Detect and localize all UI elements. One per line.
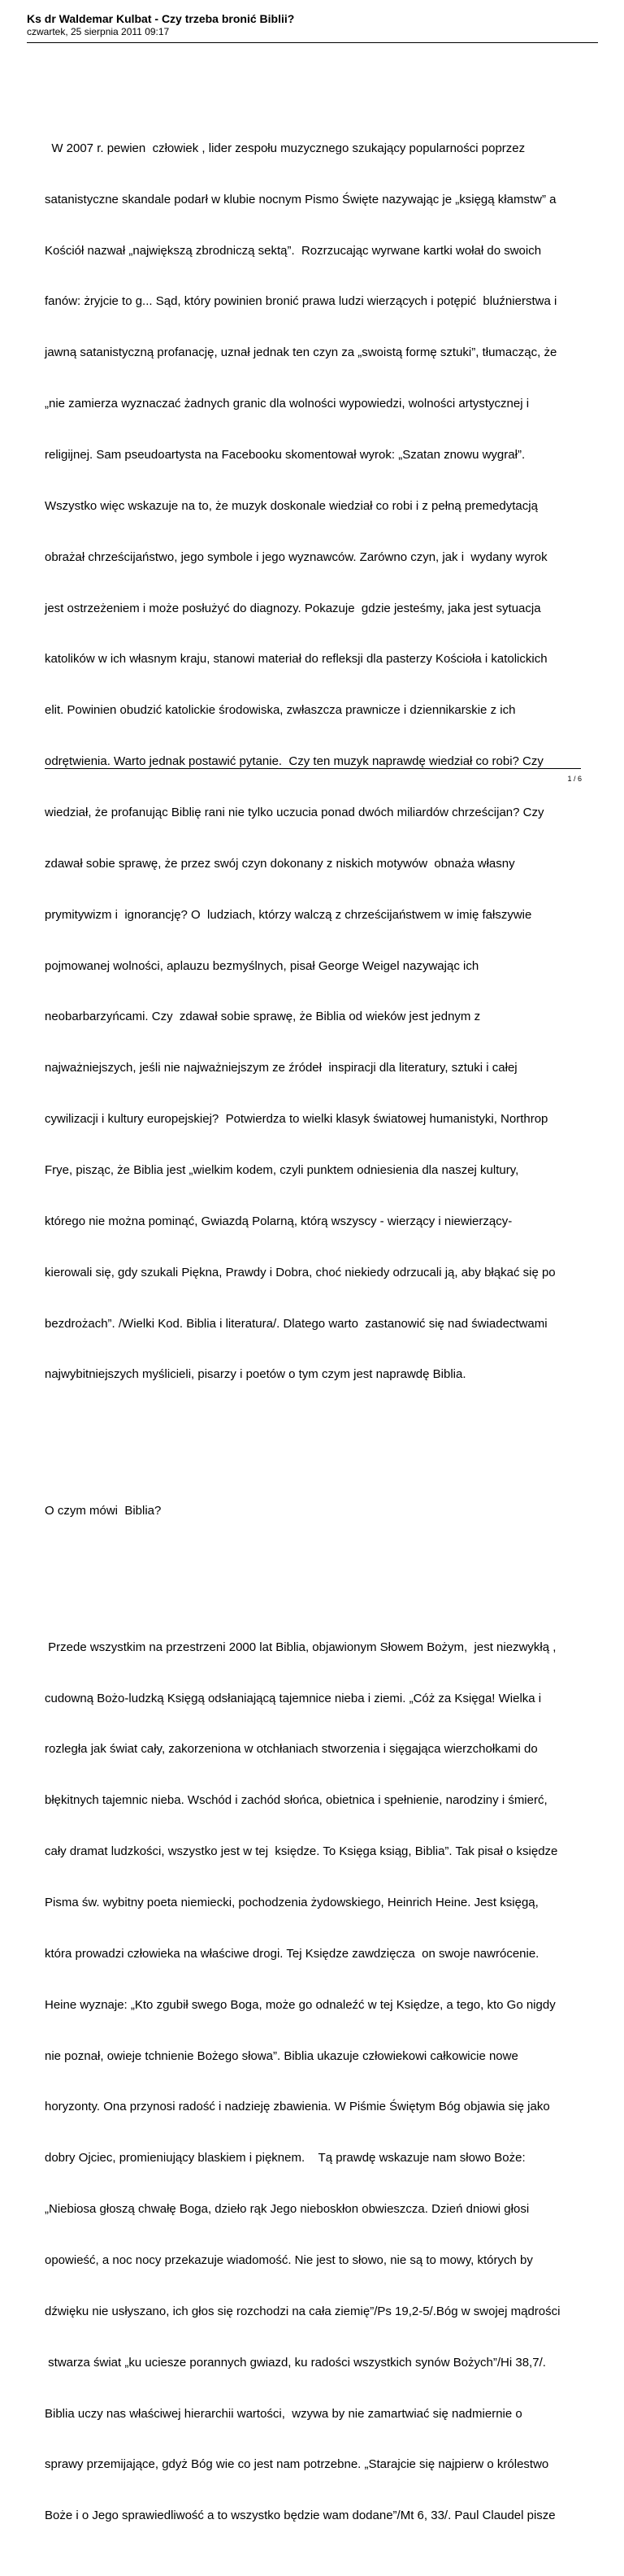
text-line: jawną satanistyczną profanację, uznał jednak ten czyn za „swoistą formę sztuki”, tłumacząc, że — [45, 345, 557, 360]
text-line: „nie zamierza wyznaczać żadnych granic dla wolności wypowiedzi, wolności artystycznej i — [45, 397, 530, 411]
section-heading: O czym mówi Biblia? — [45, 1504, 162, 1518]
text-line: Frye, pisząc, że Biblia jest „wielkim kodem, czyli punktem odniesienia dla naszej kultury, — [45, 1163, 519, 1177]
text-line: W 2007 r. pewien człowiek , lider zespołu muzycznego szukający popularności poprzez — [45, 141, 526, 155]
paragraph-1 — [45, 106, 581, 1418]
text-line: wiedział, że profanując Biblię rani nie tylko uczucia ponad dwóch miliardów chrześcijan? Czy — [45, 805, 544, 819]
text-line: odrętwienia. Warto jednak postawić pytanie. Czy ten muzyk naprawdę wiedział co robi? Czy — [45, 754, 544, 769]
text-line: Kościół nazwał „największą zbrodniczą sektą”. Rozrzucając wyrwane kartki wołał do swoich — [45, 243, 542, 258]
text-line: bezdrożach”. /Wielki Kod. Biblia i literatura/. Dlatego warto zastanowić się nad świadectwami — [45, 1316, 548, 1331]
paragraph-spacer — [45, 1452, 581, 1469]
document-title: Ks dr Waldemar Kulbat - Czy trzeba bronić Biblii? — [27, 12, 295, 25]
text-line: która prowadzi człowieka na właściwe drogi. Tej Księdze zawdzięcza on swoje nawrócenie. — [45, 1946, 540, 1961]
text-line: nie poznał, owieje tchnienie Bożego słowa”. Biblia ukazuje człowiekowi całkowicie nowe — [45, 2048, 518, 2063]
text-line: elit. Powinien obudzić katolickie środowiska, zwłaszcza prawnicze i dziennikarskie z ich — [45, 703, 516, 718]
text-line: stwarza świat „ku uciesze porannych gwiazd, ku radości wszystkich synów Bożych”/Hi 38,7/. — [45, 2355, 546, 2370]
text-line: najważniejszych, jeśli nie najważniejszym ze źródeł inspiracji dla literatury, sztuki i całej — [45, 1061, 518, 1075]
text-line: dobry Ojciec, promieniujący blaskiem i pięknem. Tą prawdę wskazuje nam słowo Boże: — [45, 2151, 526, 2165]
text-line: horyzonty. Ona przynosi radość i nadzieję zbawienia. W Piśmie Świętym Bóg objawia się jako — [45, 2100, 550, 2114]
text-line: obrażał chrześcijaństwo, jego symbole i jego wyznawców. Zarówno czyn, jak i wydany wyrok — [45, 550, 548, 564]
text-line: dźwięku nie usłyszano, ich głos się rozchodzi na cała ziemię”/Ps 19,2-5/.Bóg w swojej mądrości — [45, 2304, 561, 2318]
text-line: rozległa jak świat cały, zakorzeniona w otchłaniach stworzenia i sięgająca wierzchołkami do — [45, 1742, 538, 1757]
text-line: katolików w ich własnym kraju, stanowi materiał do refleksji dla pasterzy Kościoła i katolickich — [45, 652, 548, 667]
text-line: „Niebiosa głoszą chwałę Boga, dzieło rąk Jego nieboskłon obwieszcza. Dzień dniowi głosi — [45, 2202, 530, 2217]
text-line: sprawy przemijające, gdyż Bóg wie co jest nam potrzebne. „Starajcie się najpierw o królestwo — [45, 2457, 549, 2472]
text-line: Wszystko więc wskazuje na to, że muzyk doskonale wiedział co robi i z pełną premedytacją — [45, 498, 538, 513]
header-divider — [27, 42, 598, 43]
paragraph-2 — [45, 1605, 581, 2559]
text-line: Biblia uczy nas właściwej hierarchii wartości, wzywa by nie zamartwiać się nadmiernie o — [45, 2406, 522, 2421]
text-line: Heine wyznaje: „Kto zgubił swego Boga, może go odnaleźć w tej Księdze, a tego, kto Go nigdy — [45, 1997, 556, 2012]
document-header — [27, 11, 600, 38]
text-line: religijnej. Sam pseudoartysta na Facebooku skomentował wyrok: „Szatan znowu wygrał”. — [45, 447, 526, 462]
text-line: najwybitniejszych myślicieli, pisarzy i poetów o tym czym jest naprawdę Biblia. — [45, 1367, 466, 1382]
text-line: Pisma św. wybitny poeta niemiecki, pochodzenia żydowskiego, Heinrich Heine. Jest księgą, — [45, 1895, 539, 1909]
article-body — [45, 72, 581, 2576]
text-line: pojmowanej wolności, aplauzu bezmyślnych, pisał George Weigel nazywając ich — [45, 958, 479, 973]
text-line: cały dramat ludzkości, wszystko jest w tej księdze. To Księga ksiąg, Biblia”. Tak pisał o księdze — [45, 1844, 558, 1859]
text-line: Przede wszystkim na przestrzeni 2000 lat Biblia, objawionym Słowem Bożym, jest niezwykłą , — [45, 1640, 557, 1654]
text-line: satanistyczne skandale podarł w klubie nocnym Pismo Święte nazywając je „księgą kłamstw” a — [45, 192, 557, 206]
text-line: prymitywizm i ignorancję? O ludziach, którzy walczą z chrześcijaństwem w imię fałszywie — [45, 907, 532, 922]
text-line: jest ostrzeżeniem i może posłużyć do diagnozy. Pokazuje gdzie jesteśmy, jaka jest sytuacja — [45, 601, 541, 615]
paragraph-spacer — [45, 1554, 581, 1571]
text-line: cywilizacji i kultury europejskiej? Potwierdza to wielki klasyk światowej humanistyki, Northrop — [45, 1112, 548, 1127]
publication-date: czwartek, 25 sierpnia 2011 09:17 — [27, 26, 170, 37]
page-number: 1 / 6 — [567, 775, 582, 783]
text-line: kierowali się, gdy szukali Piękna, Prawdy i Dobra, choć niekiedy odrzucali ją, aby błąkać się po — [45, 1265, 556, 1279]
text-line: zdawał sobie sprawę, że przez swój czyn dokonany z niskich motywów obnaża własny — [45, 856, 515, 871]
text-line: fanów: żryjcie to g... Sąd, który powinien bronić prawa ludzi wierzących i potępić bluźnierstwa i — [45, 294, 557, 309]
text-line: błękitnych tajemnic nieba. Wschód i zachód słońca, obietnica i spełnienie, narodziny i śmierć, — [45, 1793, 548, 1808]
text-line: którego nie można pominąć, Gwiazdą Polarną, którą wszyscy - wierzący i niewierzący- — [45, 1214, 513, 1228]
text-line: opowieść, a noc nocy przekazuje wiadomość. Nie jest to słowo, nie są to mowy, których by — [45, 2252, 533, 2267]
footer-divider — [45, 768, 581, 769]
text-line: cudowną Bożo-ludzką Księgą odsłaniającą tajemnice nieba i ziemi. „Cóż za Księga! Wielka i — [45, 1691, 542, 1705]
text-line: neobarbarzyńcami. Czy zdawał sobie sprawę, że Biblia od wieków jest jednym z — [45, 1010, 481, 1024]
text-line: Boże i o Jego sprawiedliwość a to wszystko będzie wam dodane”/Mt 6, 33/. Paul Claudel pisze — [45, 2509, 556, 2523]
